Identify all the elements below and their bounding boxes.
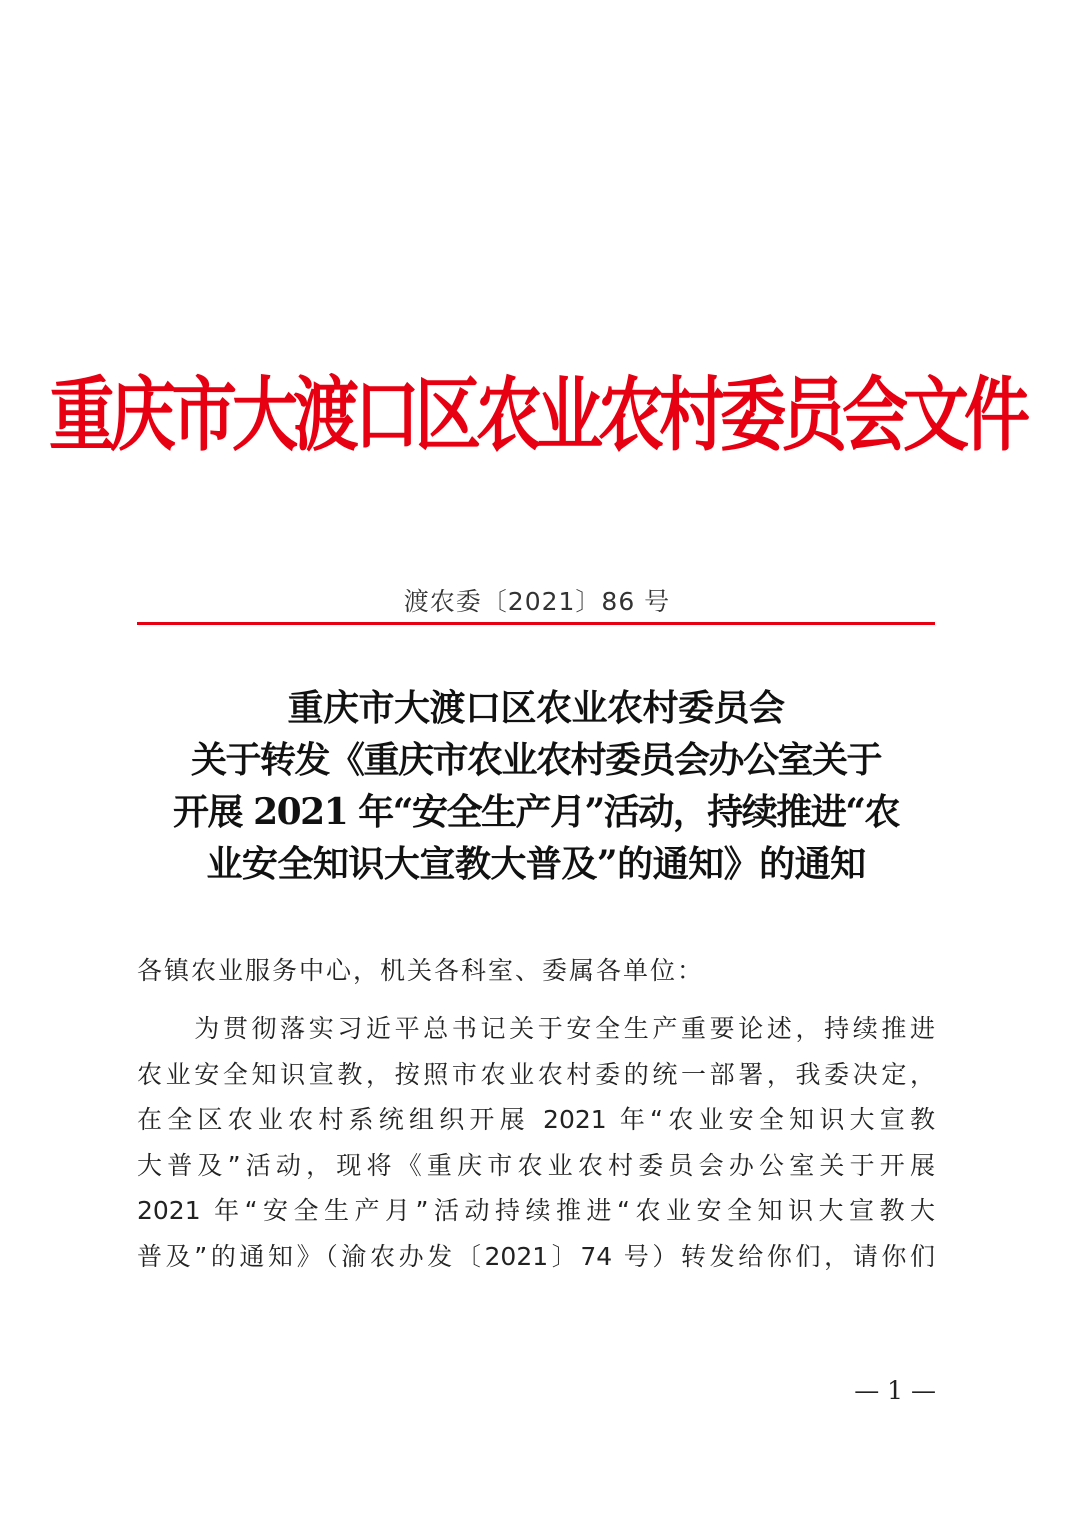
title-line: 关于转发《重庆市农业农村委员会办公室关于 <box>190 739 881 781</box>
body-line: 2021 年“安全生产月”活动持续推进“农业安全知识大宣教大 <box>137 1196 935 1225</box>
title-line: 业安全知识大宣教大普及”的通知》的通知 <box>206 843 866 885</box>
body-line: 在全区农业农村系统组织开展 2021 年“农业安全知识大宣教 <box>137 1105 935 1134</box>
body-line: 农业安全知识宣教，按照市农业农村委的统一部署，我委决定， <box>137 1059 935 1089</box>
page-number: — 1 — <box>854 1376 936 1405</box>
red-separator-line <box>137 622 935 625</box>
body-paragraph <box>137 1006 935 1279</box>
title-line: 开展 2021 年“安全生产月”活动，持续推进“农 <box>173 791 899 833</box>
body-line: 为贯彻落实习近平总书记关于安全生产重要论述，持续推进 <box>137 1014 935 1043</box>
document-title <box>137 682 935 890</box>
document-number: 渡农委〔2021〕86 号 <box>403 587 671 616</box>
body-line: 普及”的通知》（渝农办发〔2021〕74 号）转发给你们，请你们 <box>137 1241 935 1271</box>
title-line: 重庆市大渡口区农业农村委员会 <box>287 687 785 729</box>
body-line: 大普及”活动，现将《重庆市农业农村委员会办公室关于开展 <box>137 1150 935 1180</box>
salutation: 各镇农业服务中心，机关各科室、委属各单位： <box>137 956 705 985</box>
document-masthead: 重庆市大渡口区农业农村委员会文件 <box>49 368 1025 463</box>
